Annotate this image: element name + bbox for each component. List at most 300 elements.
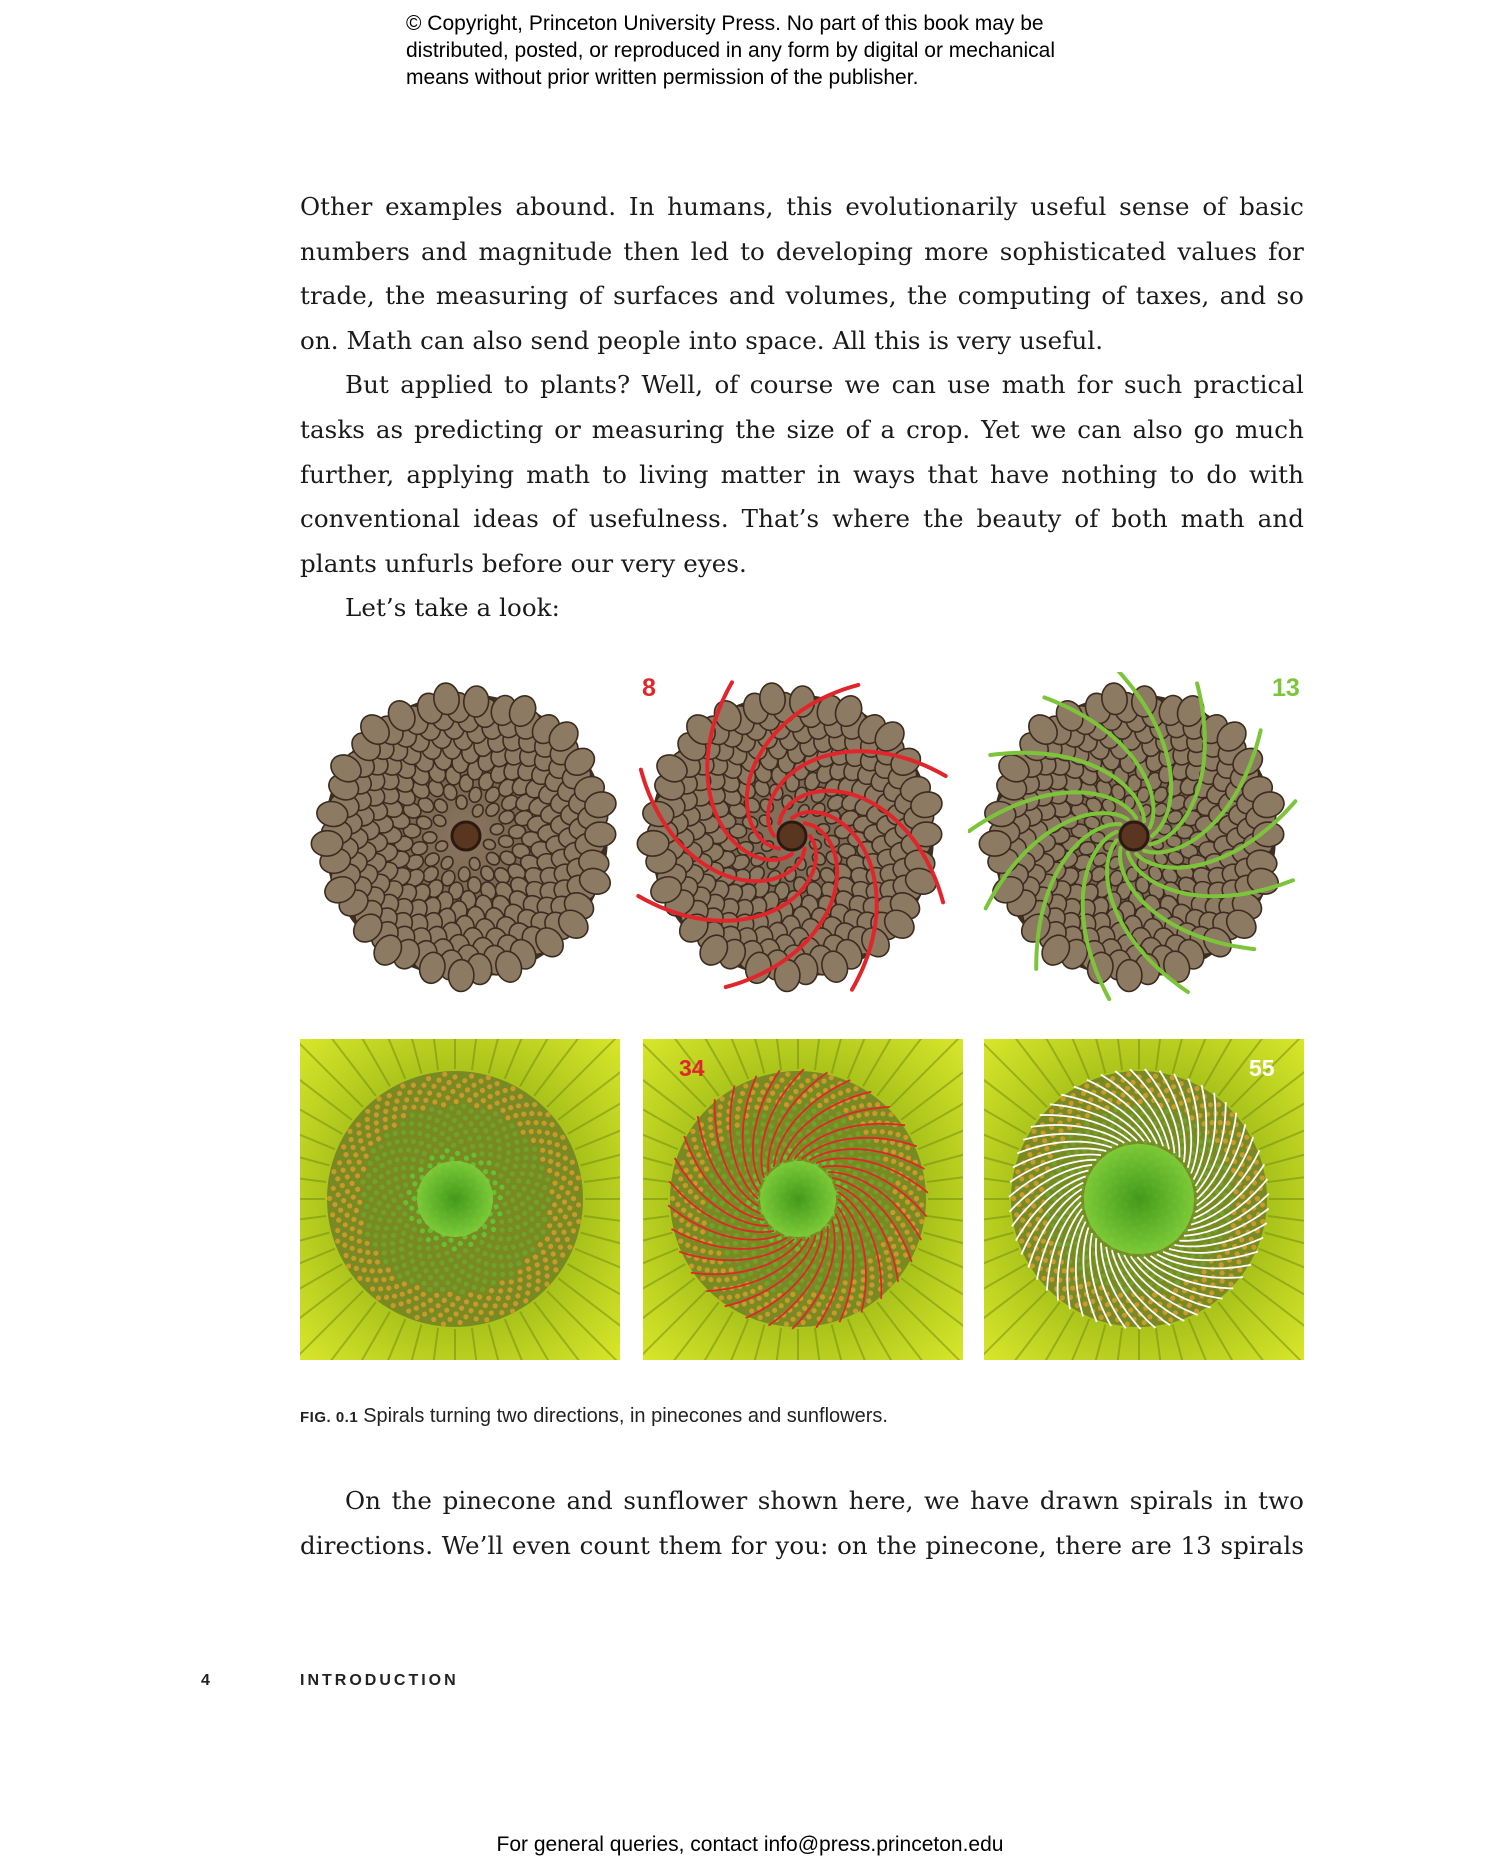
sunflower-floret	[418, 1113, 423, 1118]
sunflower-floret	[498, 1195, 503, 1200]
sunflower-floret	[881, 1242, 886, 1247]
sunflower-floret	[717, 1120, 722, 1125]
sunflower-floret	[427, 1254, 432, 1259]
sunflower-floret	[739, 1205, 744, 1210]
sunflower-floret	[375, 1104, 380, 1109]
sunflower-floret	[493, 1303, 498, 1308]
sunflower-floret	[409, 1206, 414, 1211]
sunflower-floret	[344, 1253, 349, 1258]
sunflower-floret	[442, 1298, 447, 1303]
sunflower-floret	[387, 1141, 392, 1146]
sunflower-floret	[1112, 1298, 1117, 1303]
sunflower-floret	[552, 1259, 557, 1264]
sunflower-floret	[735, 1294, 740, 1299]
sunflower-floret	[865, 1250, 870, 1255]
sunflower-floret	[843, 1272, 848, 1277]
sunflower-floret	[790, 1292, 795, 1297]
sunflower-floret	[730, 1218, 735, 1223]
sunflower-floret	[750, 1289, 755, 1294]
sunflower-floret	[433, 1127, 438, 1132]
sunflower-floret	[545, 1112, 550, 1117]
sunflower-floret	[487, 1084, 492, 1089]
sunflower-floret	[474, 1115, 479, 1120]
sunflower-floret	[382, 1250, 387, 1255]
sunflower-floret	[419, 1141, 424, 1146]
copyright-line: © Copyright, Princeton University Press. No part of this book may be	[406, 12, 1044, 35]
sunflower-floret	[547, 1140, 552, 1145]
sunflower-floret	[681, 1208, 686, 1213]
sunflower-floret	[445, 1095, 450, 1100]
sunflower-floret	[764, 1292, 769, 1297]
sunflower-floret	[1041, 1239, 1046, 1244]
sunflower-floret	[831, 1144, 836, 1149]
sunflower-floret	[505, 1158, 510, 1163]
sunflower-floret	[551, 1230, 556, 1235]
sunflower-floret	[506, 1209, 511, 1214]
sunflower-floret	[802, 1306, 807, 1311]
sunflower-floret	[910, 1205, 915, 1210]
sunflower-floret	[821, 1079, 826, 1084]
sunflower-floret	[405, 1271, 410, 1276]
sunflower-floret	[563, 1214, 568, 1219]
sunflower-floret	[467, 1136, 472, 1141]
sunflower-floret	[547, 1168, 552, 1173]
sunflower-floret	[1019, 1239, 1024, 1244]
sunflower-floret	[365, 1125, 370, 1130]
sunflower-floret	[522, 1250, 527, 1255]
sunflower-floret	[1220, 1270, 1225, 1275]
sunflower-floret	[764, 1281, 769, 1286]
sunflower-floret	[1251, 1221, 1256, 1226]
sunflower-floret	[372, 1179, 377, 1184]
sunflower-floret	[569, 1170, 574, 1175]
sunflower-floret	[696, 1152, 701, 1157]
sunflower-floret	[1229, 1112, 1234, 1117]
sunflower-floret	[478, 1310, 483, 1315]
sunflower-floret	[421, 1302, 426, 1307]
sunflower-floret	[763, 1105, 768, 1110]
sunflower-floret	[553, 1216, 558, 1221]
sunflower-floret	[1084, 1121, 1089, 1126]
sunflower-floret	[406, 1147, 411, 1152]
sunflower-floret	[347, 1203, 352, 1208]
sunflower-floret	[502, 1098, 507, 1103]
sunflower-floret	[864, 1112, 869, 1117]
sunflower-floret	[753, 1259, 758, 1264]
sunflower-floret	[690, 1129, 695, 1134]
sunflower-floret	[432, 1099, 437, 1104]
sunflower-floret	[433, 1148, 438, 1153]
sunflower-floret	[522, 1232, 527, 1237]
sunflower-floret	[877, 1182, 882, 1187]
sunflower-floret	[383, 1109, 388, 1114]
sunflower-floret	[384, 1295, 389, 1300]
sunflower-floret	[338, 1208, 343, 1213]
sunflower-floret	[436, 1253, 441, 1258]
sunflower-floret	[1015, 1169, 1020, 1174]
sunflower-floret	[831, 1094, 836, 1099]
sunflower-floret	[733, 1249, 738, 1254]
sunflower-floret	[841, 1288, 846, 1293]
sunflower-floret	[891, 1159, 896, 1164]
sunflower-floret	[498, 1173, 503, 1178]
sunflower-floret	[445, 1113, 450, 1118]
sunflower-floret	[472, 1235, 477, 1240]
sunflower-floret	[1226, 1121, 1231, 1126]
sunflower-floret	[864, 1130, 869, 1135]
sunflower-floret	[493, 1180, 498, 1185]
sunflower-floret	[556, 1152, 561, 1157]
sunflower-floret	[455, 1151, 460, 1156]
sunflower-floret	[546, 1197, 551, 1202]
pinecone-scale	[637, 830, 670, 857]
sunflower-floret	[817, 1277, 822, 1282]
sunflower-floret	[476, 1258, 481, 1263]
sunflower-floret	[866, 1155, 871, 1160]
sunflower-floret	[567, 1245, 572, 1250]
sunflower-floret	[463, 1314, 468, 1319]
sunflower-floret	[1207, 1298, 1212, 1303]
sunflower-floret	[440, 1260, 445, 1265]
sunflower-floret	[467, 1273, 472, 1278]
sunflower-floret	[448, 1238, 453, 1243]
sunflower-floret	[468, 1109, 473, 1114]
sunflower-floret	[1176, 1272, 1181, 1277]
sunflower-floret	[797, 1311, 802, 1316]
sunflower-floret	[542, 1185, 547, 1190]
sunflower-floret	[472, 1285, 477, 1290]
sunflower-floret	[373, 1168, 378, 1173]
sunflower-floret	[1231, 1223, 1236, 1228]
sunflower-floret	[471, 1153, 476, 1158]
sunflower-floret	[1186, 1098, 1191, 1103]
sunflower-floret	[368, 1161, 373, 1166]
sunflower-floret	[1179, 1101, 1184, 1106]
pinecone-center	[452, 822, 480, 850]
sunflower-floret	[548, 1244, 553, 1249]
sunflower-floret	[529, 1228, 534, 1233]
sunflower-floret	[491, 1227, 496, 1232]
sunflower-floret	[483, 1169, 488, 1174]
sunflower-floret	[888, 1177, 893, 1182]
sunflower-floret	[1178, 1130, 1183, 1135]
sunflower-floret	[390, 1241, 395, 1246]
sunflower-floret	[700, 1276, 705, 1281]
sunflower-floret	[919, 1175, 924, 1180]
sunflower-floret	[385, 1101, 390, 1106]
sunflower-floret	[397, 1218, 402, 1223]
sunflower-floret	[729, 1267, 734, 1272]
sunflower-floret	[434, 1268, 439, 1273]
sunflower-floret	[829, 1075, 834, 1080]
sunflower-floret	[505, 1190, 510, 1195]
sunflower-floret	[357, 1276, 362, 1281]
sunflower-floret	[425, 1124, 430, 1129]
sunflower-floret	[458, 1320, 463, 1325]
sunflower-floret	[409, 1130, 414, 1135]
sunflower-floret	[785, 1072, 790, 1077]
sunflower-floret	[1122, 1313, 1127, 1318]
sunflower-floret	[754, 1139, 759, 1144]
sunflower-floret	[382, 1234, 387, 1239]
sunflower-floret	[832, 1310, 837, 1315]
sunflower-floret	[784, 1321, 789, 1326]
sunflower-floret	[1088, 1097, 1093, 1102]
sunflower-floret	[426, 1246, 431, 1251]
sunflower-floret	[407, 1090, 412, 1095]
sunflower-floret	[858, 1293, 863, 1298]
pinecone-photo-13-spirals	[968, 672, 1304, 1002]
sunflower-floret	[720, 1096, 725, 1101]
sunflower-floret	[402, 1281, 407, 1286]
sunflower-floret	[420, 1105, 425, 1110]
sunflower-floret	[520, 1201, 525, 1206]
sunflower-floret	[429, 1155, 434, 1160]
sunflower-floret	[401, 1231, 406, 1236]
sunflower-floret	[865, 1186, 870, 1191]
sunflower-floret	[877, 1235, 882, 1240]
sunflower-floret	[807, 1299, 812, 1304]
sunflower-floret	[1251, 1245, 1256, 1250]
sunflower-floret	[391, 1233, 396, 1238]
sunflower-floret	[437, 1110, 442, 1115]
sunflower-floret	[694, 1195, 699, 1200]
sunflower-floret	[486, 1075, 491, 1080]
sunflower-floret	[574, 1186, 579, 1191]
pinecone-center	[1120, 822, 1148, 850]
sunflower-floret	[486, 1136, 491, 1141]
sunflower-floret	[378, 1268, 383, 1273]
sunflower-floret	[493, 1111, 498, 1116]
sunflower-floret	[555, 1142, 560, 1147]
sunflower-floret	[1247, 1214, 1252, 1219]
sunflower-floret	[351, 1145, 356, 1150]
sunflower-floret	[841, 1119, 846, 1124]
sunflower-floret	[758, 1315, 763, 1320]
sunflower-floret	[525, 1258, 530, 1263]
sunflower-floret	[417, 1237, 422, 1242]
sunflower-floret	[1105, 1083, 1110, 1088]
sunflower-floret	[568, 1180, 573, 1185]
sunflower-floret	[722, 1174, 727, 1179]
sunflower-floret	[746, 1156, 751, 1161]
sunflower-floret	[1067, 1109, 1072, 1114]
sunflower-floret	[444, 1267, 449, 1272]
sunflower-floret	[768, 1133, 773, 1138]
sunflower-floret	[890, 1210, 895, 1215]
sunflower-floret	[523, 1155, 528, 1160]
sunflower-floret	[500, 1263, 505, 1268]
sunflower-floret	[350, 1246, 355, 1251]
sunflower-floret	[774, 1084, 779, 1089]
sunflower-floret	[361, 1192, 366, 1197]
sunflower-floret	[520, 1171, 525, 1176]
spiral-count-8: 8	[642, 674, 656, 702]
body-text-bottom	[300, 1479, 1304, 1568]
sunflower-floret	[381, 1242, 386, 1247]
sunflower-floret	[555, 1237, 560, 1242]
sunflower-floret	[518, 1269, 523, 1274]
sunflower-floret	[403, 1156, 408, 1161]
sunflower-floret	[1025, 1198, 1030, 1203]
sunflower-floret	[1083, 1301, 1088, 1306]
sunflower-floret	[725, 1250, 730, 1255]
sunflower-floret	[452, 1118, 457, 1123]
sunflower-floret	[468, 1292, 473, 1297]
sunflower-center	[417, 1161, 493, 1237]
sunflower-floret	[557, 1223, 562, 1228]
sunflower-floret	[483, 1128, 488, 1133]
sunflower-floret	[872, 1129, 877, 1134]
sunflower-floret	[393, 1176, 398, 1181]
sunflower-floret	[1011, 1196, 1016, 1201]
sunflower-floret	[552, 1202, 557, 1207]
sunflower-floret	[422, 1312, 427, 1317]
sunflower-floret	[513, 1164, 518, 1169]
sunflower-floret	[1057, 1242, 1062, 1247]
sunflower-floret	[757, 1296, 762, 1301]
sunflower-floret	[361, 1212, 366, 1217]
pinecone-scale	[585, 822, 616, 847]
sunflower-floret	[1045, 1192, 1050, 1197]
sunflower-floret	[495, 1081, 500, 1086]
sunflower-floret	[823, 1287, 828, 1292]
sunflower-floret	[538, 1242, 543, 1247]
sunflower-floret	[875, 1102, 880, 1107]
sunflower-floret	[1099, 1315, 1104, 1320]
sunflower-floret	[397, 1091, 402, 1096]
sunflower-floret	[1035, 1256, 1040, 1261]
sunflower-photo-34-spirals	[643, 1039, 963, 1360]
sunflower-floret	[355, 1173, 360, 1178]
sunflower-floret	[724, 1242, 729, 1247]
sunflower-floret	[395, 1139, 400, 1144]
sunflower-floret	[411, 1083, 416, 1088]
sunflower-floret	[507, 1287, 512, 1292]
sunflower-floret	[738, 1157, 743, 1162]
sunflower-floret	[367, 1185, 372, 1190]
sunflower-floret	[693, 1246, 698, 1251]
sunflower-floret	[432, 1137, 437, 1142]
sunflower-floret	[1069, 1101, 1074, 1106]
sunflower-floret	[345, 1189, 350, 1194]
sunflower-floret	[391, 1211, 396, 1216]
sunflower-floret	[481, 1109, 486, 1114]
sunflower-floret	[427, 1163, 432, 1168]
sunflower-floret	[354, 1208, 359, 1213]
sunflower-floret	[343, 1222, 348, 1227]
sunflower-floret	[689, 1263, 694, 1268]
sunflower-floret	[513, 1113, 518, 1118]
sunflower-floret	[500, 1228, 505, 1233]
sunflower-floret	[547, 1223, 552, 1228]
sunflower-floret	[1146, 1078, 1151, 1083]
sunflower-floret	[725, 1152, 730, 1157]
sunflower-floret	[1200, 1261, 1205, 1266]
sunflower-floret	[418, 1167, 423, 1172]
sunflower-floret	[459, 1306, 464, 1311]
figure-caption	[300, 1405, 888, 1428]
sunflower-floret	[386, 1203, 391, 1208]
sunflower-floret	[392, 1198, 397, 1203]
sunflower-floret	[401, 1165, 406, 1170]
sunflower-floret	[350, 1181, 355, 1186]
sunflower-floret	[518, 1094, 523, 1099]
sunflower-floret	[559, 1185, 564, 1190]
sunflower-floret	[454, 1132, 459, 1137]
sunflower-floret	[735, 1114, 740, 1119]
sunflower-floret	[749, 1299, 754, 1304]
sunflower-floret	[793, 1089, 798, 1094]
sunflower-floret	[734, 1211, 739, 1216]
sunflower-floret	[484, 1317, 489, 1322]
sunflower-floret	[1031, 1159, 1036, 1164]
sunflower-floret	[375, 1156, 380, 1161]
sunflower-floret	[332, 1202, 337, 1207]
sunflower-floret	[745, 1263, 750, 1268]
sunflower-floret	[744, 1130, 749, 1135]
sunflower-floret	[514, 1235, 519, 1240]
sunflower-floret	[1090, 1299, 1095, 1304]
sunflower-floret	[891, 1149, 896, 1154]
sunflower-floret	[1260, 1202, 1265, 1207]
sunflower-floret	[537, 1174, 542, 1179]
sunflower-floret	[502, 1126, 507, 1131]
sunflower-floret	[1226, 1217, 1231, 1222]
sunflower-floret	[516, 1192, 521, 1197]
sunflower-floret	[680, 1160, 685, 1165]
sunflower-floret	[426, 1076, 431, 1081]
sunflower-floret	[526, 1179, 531, 1184]
sunflower-floret	[788, 1095, 793, 1100]
sunflower-floret	[510, 1198, 515, 1203]
sunflower-floret	[545, 1130, 550, 1135]
sunflower-floret	[436, 1303, 441, 1308]
sunflower-floret	[357, 1248, 362, 1253]
sunflower-floret	[473, 1302, 478, 1307]
sunflower-floret	[535, 1262, 540, 1267]
sunflower-floret	[805, 1078, 810, 1083]
sunflower-floret	[772, 1308, 777, 1313]
sunflower-floret	[886, 1257, 891, 1262]
sunflower-floret	[440, 1287, 445, 1292]
sunflower-floret	[440, 1131, 445, 1136]
sunflower-floret	[497, 1211, 502, 1216]
sunflower-floret	[331, 1186, 336, 1191]
sunflower-floret	[474, 1103, 479, 1108]
sunflower-floret	[758, 1285, 763, 1290]
sunflower-floret	[395, 1185, 400, 1190]
sunflower-floret	[571, 1196, 576, 1201]
sunflower-floret	[394, 1266, 399, 1271]
sunflower-floret	[542, 1121, 547, 1126]
sunflower-floret	[899, 1162, 904, 1167]
sunflower-floret	[811, 1109, 816, 1114]
sunflower-floret	[401, 1130, 406, 1135]
sunflower-floret	[499, 1185, 504, 1190]
sunflower-floret	[463, 1115, 468, 1120]
sunflower-floret	[408, 1251, 413, 1256]
sunflower-floret	[510, 1095, 515, 1100]
sunflower-floret	[853, 1171, 858, 1176]
sunflower-floret	[514, 1253, 519, 1258]
sunflower-floret	[535, 1287, 540, 1292]
sunflower-floret	[427, 1287, 432, 1292]
sunflower-floret	[517, 1121, 522, 1126]
sunflower-floret	[448, 1126, 453, 1131]
sunflower-floret	[462, 1147, 467, 1152]
sunflower-floret	[713, 1268, 718, 1273]
